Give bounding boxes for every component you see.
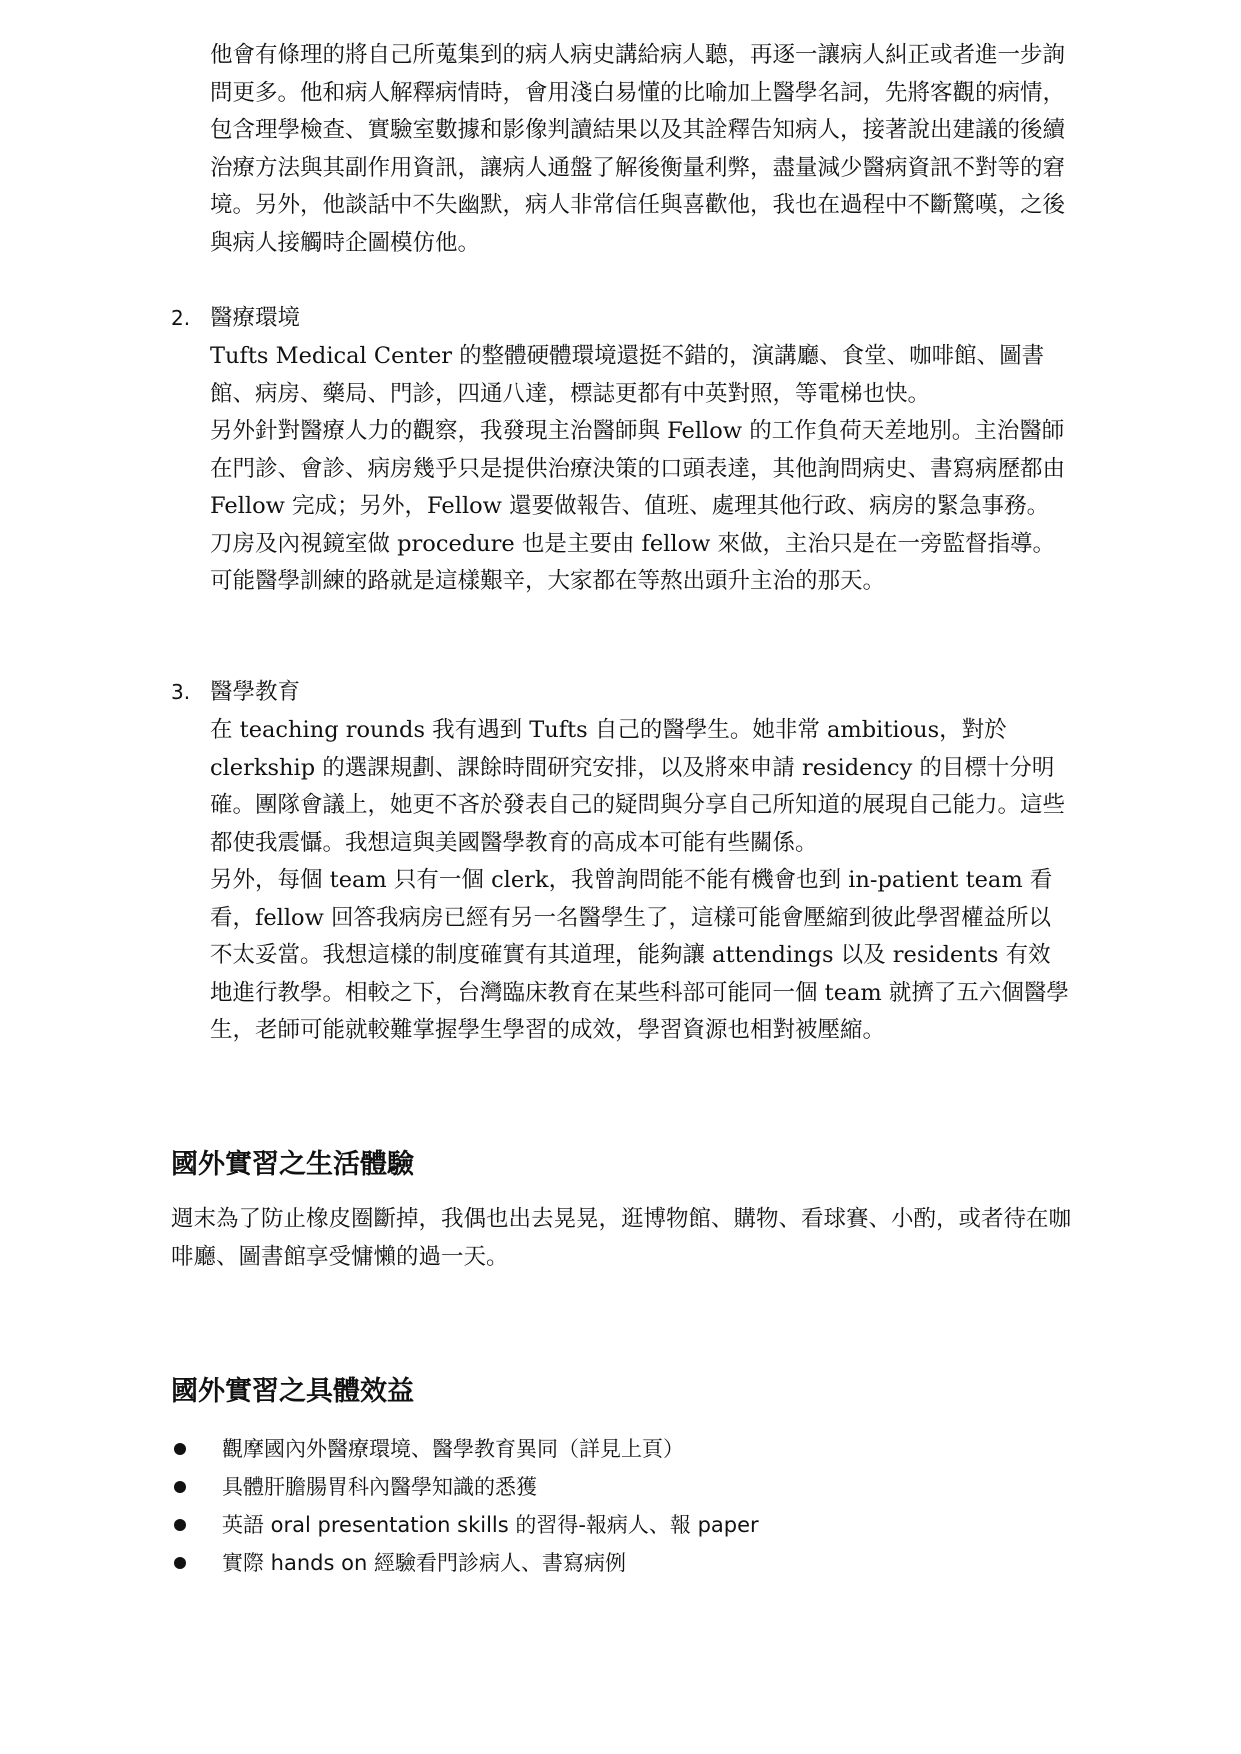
medical-environment-paragraph-2: 另外針對醫療人力的觀察，我發現主治醫師與 Fellow 的工作負荷天差地別。主治醫師在門診、會診、病房幾乎只是提供治療決策的口頭表達，其他詢問病史、書寫病歷都由 Fellow 完成；另外，Fellow 還要做報告、值班、處理其他行政、病房的緊急事務。刀房及內視鏡室做 procedure 也是主要由 fellow 來做，主治只是在一旁監督指導。可能醫學訓練的路就是這樣艱辛，大家都在等熬出頭升主治的那天。 xyxy=(210,418,1066,595)
medical-environment-paragraph-1: Tufts Medical Center 的整體硬體環境還挺不錯的，演講廳、食堂、咖啡館、圖書館、病房、藥局、門診，四通八達，標誌更都有中英對照，等電梯也快。 xyxy=(210,343,1045,407)
medical-education-paragraph-2: 另外，每個 team 只有一個 clerk，我曾詢問能不能有機會也到 in-patient team 看看，fellow 回答我病房已經有另一名醫學生了，這樣可能會壓縮到彼此學習權益所以不太妥當。我想這樣的制度確實有其道理，能夠讓 attendings 以及 residents 有效地進行教學。相較之下，台灣臨床教育在某些科部可能同一個 team 就擠了五六個醫學生，老師可能就較難掌握學生學習的成效，學習資源也相對被壓縮。 xyxy=(210,867,1069,1044)
intro-paragraph: 他會有條理的將自己所蒐集到的病人病史講給病人聽，再逐一讓病人糾正或者進一步詢問更多。他和病人解釋病情時，會用淺白易懂的比喻加上醫學名詞，先將客觀的病情，包含理學檢查、實驗室數據和影像判讀結果以及其詮釋告知病人，接著說出建議的後續治療方法與其副作用資訊，讓病人通盤了解後衡量利弊，盡量減少醫病資訊不對等的窘境。另外，他談話中不失幽默，病人非常信任與喜歡他，我也在過程中不斷驚嘆，之後與病人接觸時企圖模仿他。 xyxy=(210,42,1066,256)
life-section-paragraph: 週末為了防止橡皮圈斷掉，我偶也出去晃晃，逛博物館、購物、看球賽、小酌，或者待在咖啡廳、圖書館享受慵懶的過一天。 xyxy=(171,1206,1072,1270)
item-number-3: 3. xyxy=(171,680,191,704)
life-section-heading: 國外實習之生活體驗 xyxy=(171,1149,414,1180)
benefit-text: 英語 oral presentation skills 的習得-報病人、報 paper xyxy=(222,1513,759,1537)
benefit-text: 實際 hands on 經驗看門診病人、書寫病例 xyxy=(222,1551,626,1575)
benefit-text: 觀摩國內外醫療環境、醫學教育異同（詳見上頁） xyxy=(222,1437,684,1461)
benefit-text: 具體肝膽腸胃科內醫學知識的悉獲 xyxy=(222,1475,537,1499)
bullet-icon xyxy=(174,1443,186,1455)
item-title-medical-environment: 醫療環境 xyxy=(210,305,301,331)
bullet-icon xyxy=(174,1519,186,1531)
medical-education-paragraph-1: 在 teaching rounds 我有遇到 Tufts 自己的醫學生。她非常 ambitious，對於 clerkship 的選課規劃、課餘時間研究安排，以及將來申請 residency 的目標十分明確。團隊會議上，她更不吝於發表自己的疑問與分享自己所知道的展現自己能力。這些都使我震懾。我想這與美國醫學教育的高成本可能有些關係。 xyxy=(210,717,1066,856)
bullet-icon xyxy=(174,1557,186,1569)
bullet-icon xyxy=(174,1481,186,1493)
item-number-2: 2. xyxy=(171,306,191,330)
item-title-medical-education: 醫學教育 xyxy=(210,679,301,705)
benefit-section-heading: 國外實習之具體效益 xyxy=(171,1376,414,1407)
